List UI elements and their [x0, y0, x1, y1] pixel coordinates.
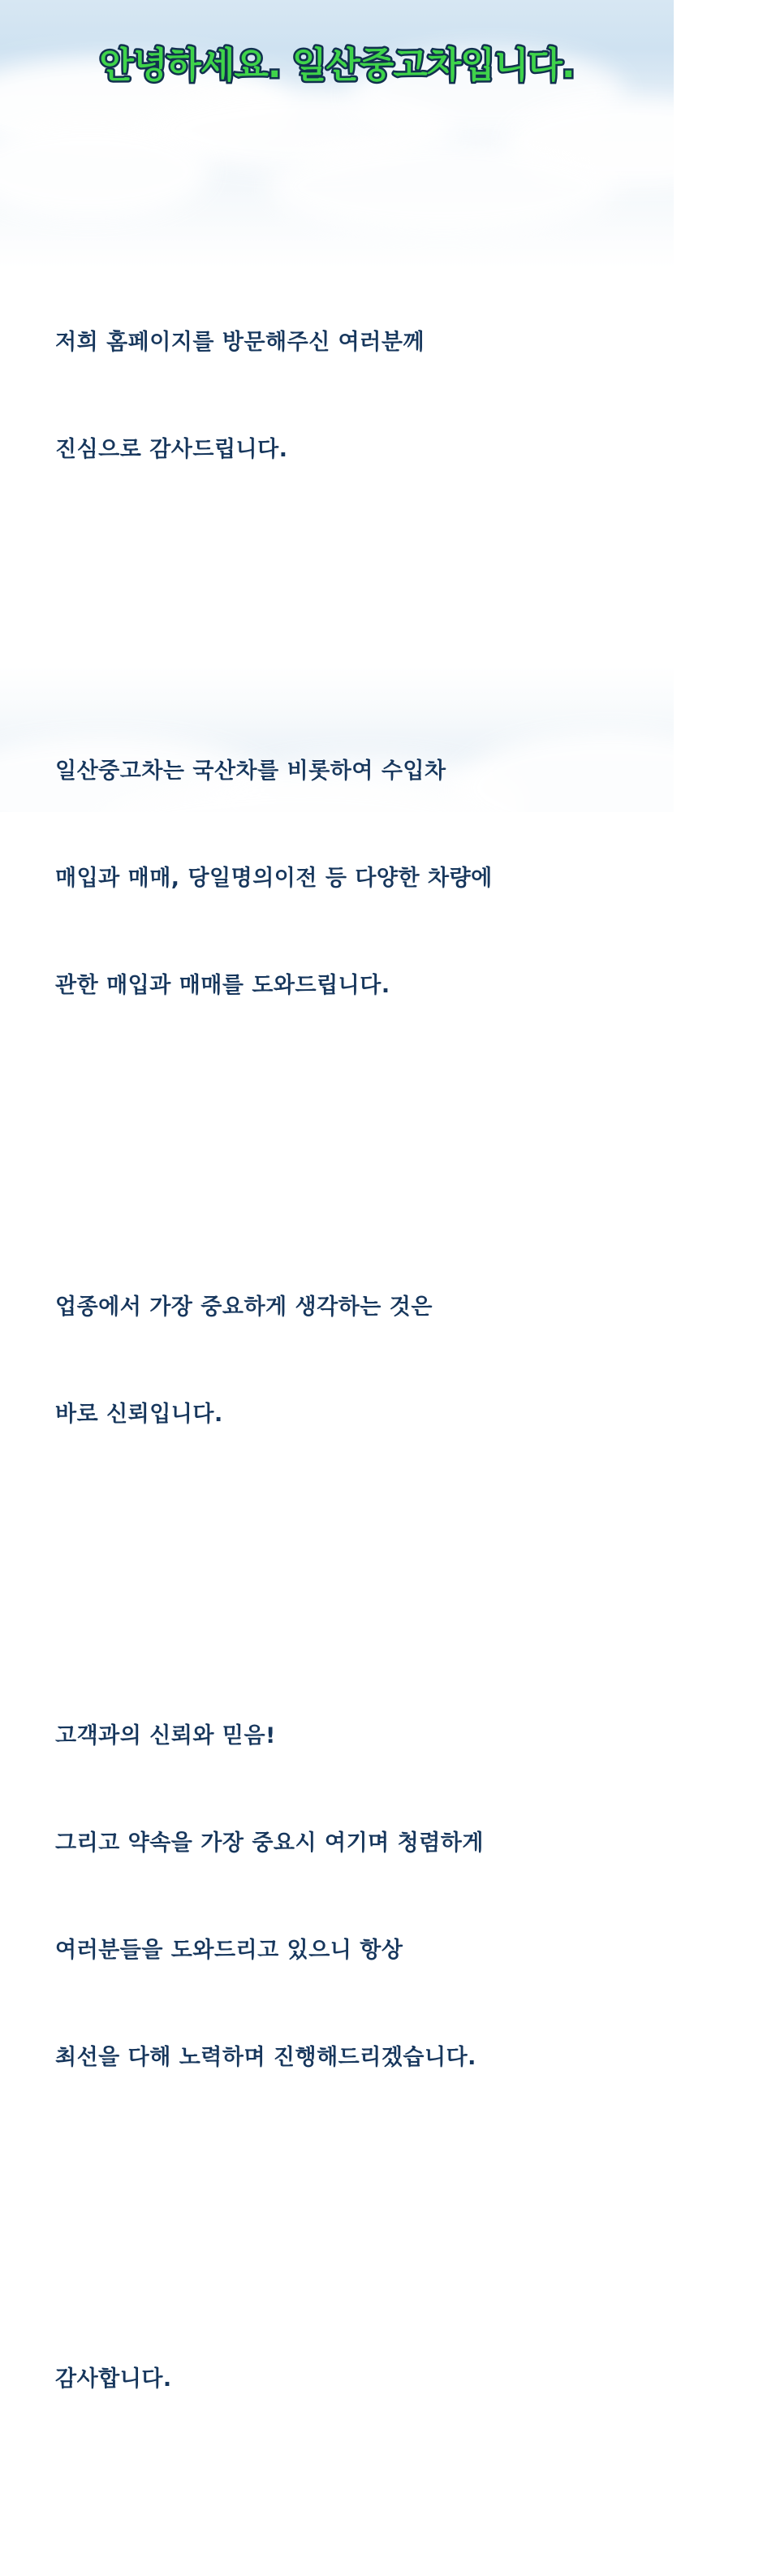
paragraph-line: 최선을 다해 노력하며 진행해드리겠습니다. — [55, 2045, 476, 2070]
paragraph — [55, 1218, 656, 1504]
paragraph-line: 매입과 매매, 당일명의이전 등 다양한 차량에 — [55, 866, 493, 891]
paragraph-line: 저희 홈페이지를 방문해주신 여러분께 — [55, 330, 425, 355]
paragraph-line: 그리고 약속을 가장 중요시 여기며 청렴하게 — [55, 1830, 484, 1856]
paragraph — [55, 2290, 656, 2469]
paragraph — [55, 682, 656, 1075]
paragraph-line: 여러분들을 도와드리고 있으니 항상 — [55, 1938, 403, 1963]
paragraph-line: 고객과의 신뢰와 믿음! — [55, 1723, 276, 1748]
paragraph-line: 업종에서 가장 중요하게 생각하는 것은 — [55, 1294, 433, 1320]
paragraph-line: 일산중고차는 국산차를 비롯하여 수입차 — [55, 759, 446, 784]
greeting-body — [55, 146, 656, 2576]
paragraph — [55, 253, 656, 539]
paragraph-line: 바로 신뢰입니다. — [55, 1402, 223, 1427]
page-title: 안녕하세요. 일산중고차입니다. — [99, 45, 575, 86]
paragraph-line: 진심으로 감사드립니다. — [55, 437, 288, 462]
paragraph — [55, 1647, 656, 2147]
paragraph-line: 관한 매입과 매매를 도와드립니다. — [55, 973, 390, 998]
paragraph-line: 감사합니다. — [55, 2366, 172, 2392]
